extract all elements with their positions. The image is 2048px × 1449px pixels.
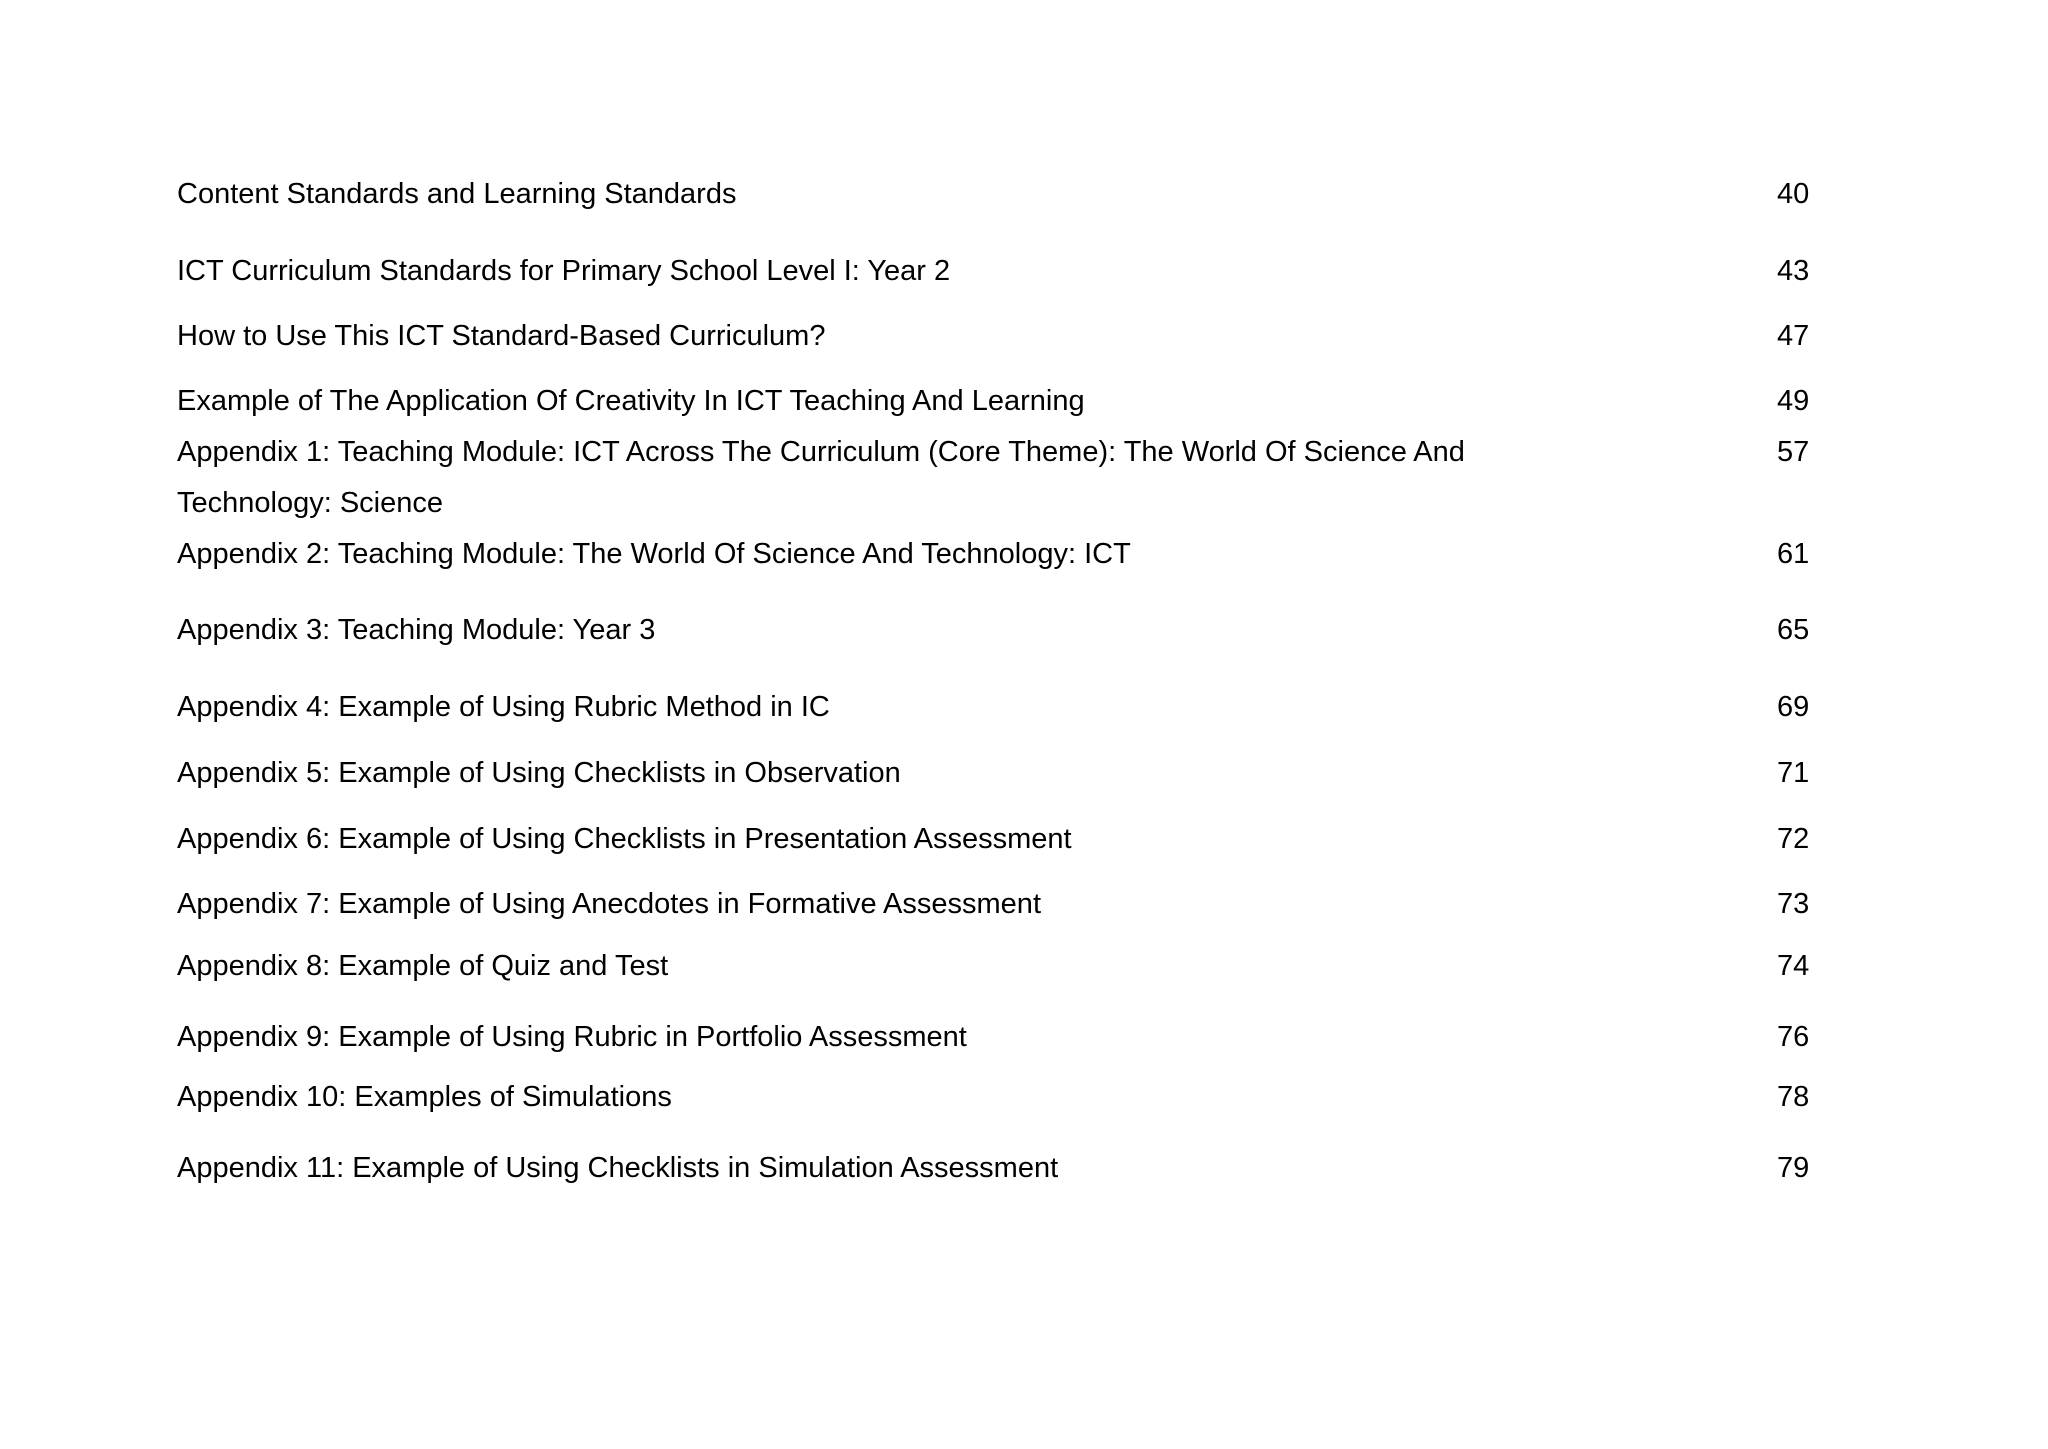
- toc-entry-page-number: 69: [1777, 691, 1810, 723]
- toc-entry-title: How to Use This ICT Standard-Based Curriculum?: [177, 320, 826, 352]
- toc-entry-title: Appendix 2: Teaching Module: The World Of Science And Technology: ICT: [177, 538, 1131, 570]
- toc-entry-title: Appendix 3: Teaching Module: Year 3: [177, 614, 656, 646]
- toc-entry-page-number: 73: [1777, 888, 1810, 920]
- toc-entry-page-number: 72: [1777, 823, 1810, 855]
- toc-entry-page-number: 49: [1777, 385, 1810, 417]
- toc-entry-title: Appendix 10: Examples of Simulations: [177, 1081, 672, 1113]
- toc-entry-title: Appendix 4: Example of Using Rubric Method in IC: [177, 691, 830, 723]
- toc-entry-page-number: 57: [1777, 436, 1810, 468]
- toc-entry-title: Appendix 1: Teaching Module: ICT Across The Curriculum (Core Theme): The World Of Science And Technology: Science: [177, 436, 1465, 519]
- toc-entry-title: Appendix 9: Example of Using Rubric in Portfolio Assessment: [177, 1021, 967, 1053]
- toc-entry-title: Example of The Application Of Creativity In ICT Teaching And Learning: [177, 385, 1085, 417]
- toc-entry-title: Appendix 5: Example of Using Checklists in Observation: [177, 757, 901, 789]
- toc-entry-page-number: 43: [1777, 255, 1810, 287]
- toc-entry-page-number: 47: [1777, 320, 1810, 352]
- toc-entry-title: Appendix 11: Example of Using Checklists in Simulation Assessment: [177, 1152, 1059, 1184]
- toc-entry-page-number: 78: [1777, 1081, 1810, 1113]
- toc-entry-title: Appendix 6: Example of Using Checklists in Presentation Assessment: [177, 823, 1072, 855]
- toc-entry-page-number: 71: [1777, 757, 1810, 789]
- toc-entry-title: ICT Curriculum Standards for Primary School Level I: Year 2: [177, 255, 951, 287]
- toc-entry-page-number: 61: [1777, 538, 1810, 570]
- toc-entry-page-number: 74: [1777, 950, 1810, 982]
- toc-entry-page-number: 40: [1777, 178, 1810, 210]
- toc-entry-page-number: 65: [1777, 614, 1810, 646]
- toc-entry-title: Appendix 8: Example of Quiz and Test: [177, 950, 669, 982]
- toc-entry-page-number: 76: [1777, 1021, 1810, 1053]
- toc-entry-page-number: 79: [1777, 1152, 1810, 1184]
- toc-entry-title: Content Standards and Learning Standards: [177, 178, 737, 210]
- toc-entry-title: Appendix 7: Example of Using Anecdotes in Formative Assessment: [177, 888, 1041, 920]
